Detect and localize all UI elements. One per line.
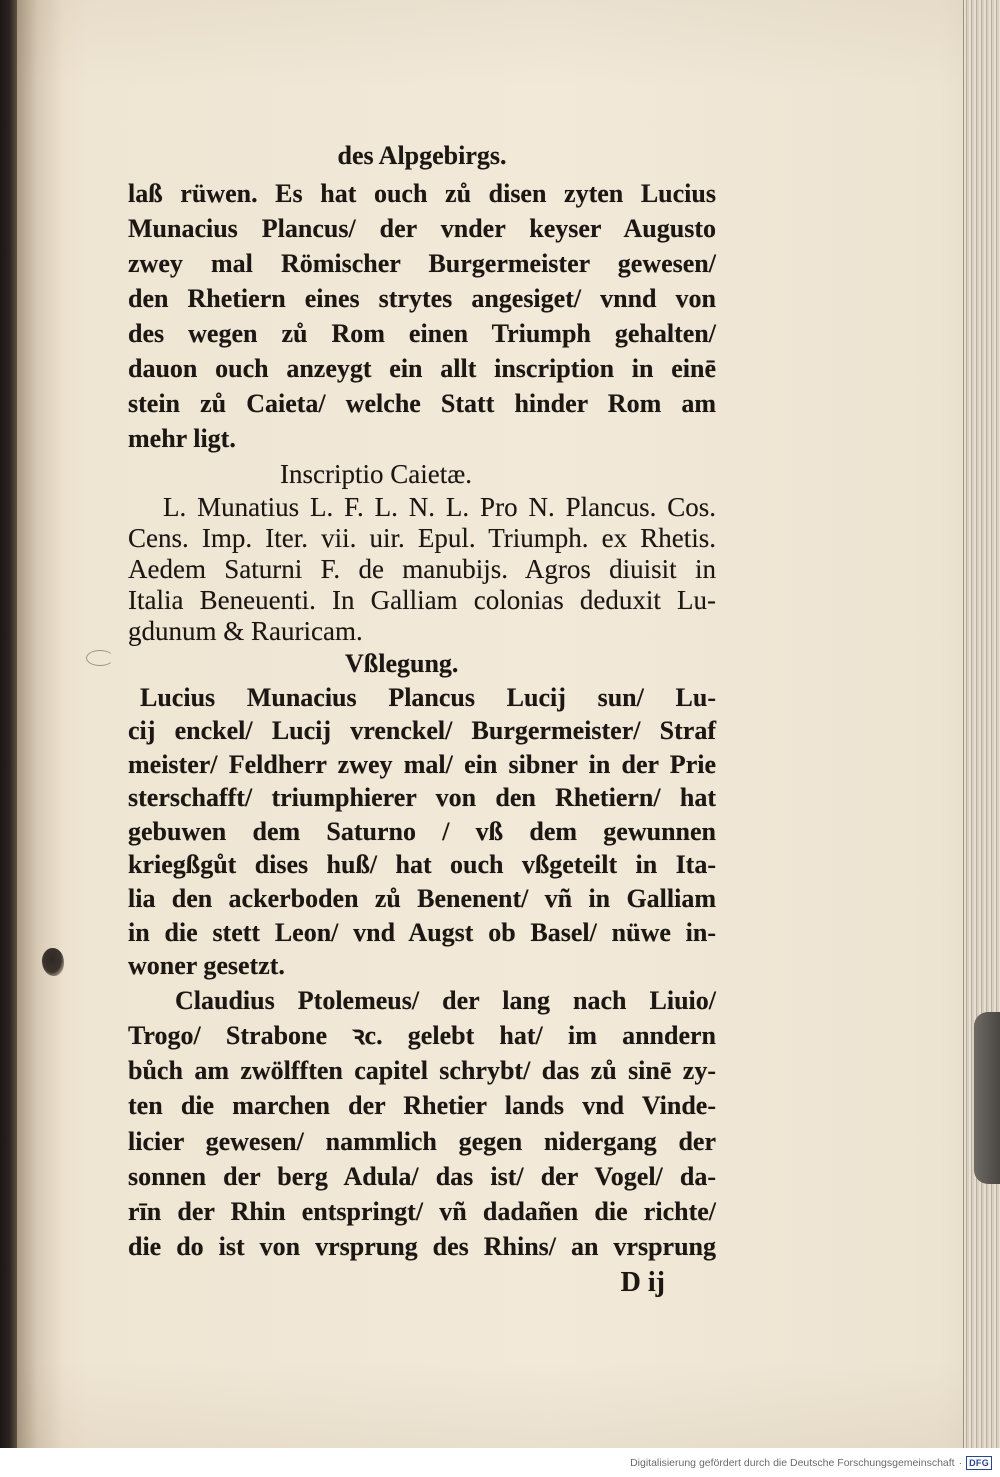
book-binding [0, 0, 17, 1448]
text-line: dauon ouch anzeygt ein allt inscription in einē [128, 353, 716, 383]
text-line: mehr ligt. [128, 423, 236, 453]
text-line: Lucius Munacius Plancus Lucij sun/ Lu- [140, 682, 716, 712]
text-line: Aedem Saturni F. de manubijs. Agros diuisit in [128, 553, 716, 584]
digitization-footer [0, 1448, 1000, 1477]
text-line: des wegen zů Rom einen Triumph gehalten/ [128, 318, 716, 348]
text-line: kriegßgůt dises huß/ hat ouch vßgeteilt in Ita- [128, 850, 716, 880]
page-edges [963, 0, 1000, 1448]
text-line: meister/ Feldherr zwey mal/ ein sibner in der Prie [128, 749, 716, 779]
text-line: sonnen der berg Adula/ das ist/ der Vogel/ da- [128, 1161, 716, 1191]
text-line: laß rüwen. Es hat ouch zů disen zyten Lucius [128, 178, 716, 208]
inscription-heading: Inscriptio Caietæ. [280, 458, 472, 489]
text-line: woner gesetzt. [128, 951, 285, 981]
page-clip [974, 1012, 1000, 1184]
text-line: stein zů Caieta/ welche Statt hinder Rom am [128, 388, 716, 418]
text-line: zwey mal Römischer Burgermeister gewesen/ [128, 248, 716, 278]
text-line: L. Munatius L. F. L. N. L. Pro N. Plancus. Cos. [163, 491, 716, 522]
text-block [128, 137, 716, 1302]
text-line: Claudius Ptolemeus/ der lang nach Liuio/ [175, 985, 716, 1015]
text-line: in die stett Leon/ vnd Augst ob Basel/ nüwe in- [128, 917, 716, 947]
gutter-shadow [17, 0, 63, 1448]
dfg-logo-icon: DFG [966, 1456, 992, 1470]
pencil-mark [86, 650, 114, 666]
translation-block [128, 681, 716, 983]
text-line: bůch am zwölfften capitel schrybt/ das zů sinē zy- [128, 1056, 716, 1086]
text-line: Trogo/ Strabone ꝛc. gelebt hat/ im anndern [128, 1021, 716, 1051]
text-line: cij enckel/ Lucij vrenckel/ Burgermeister/ Straf [128, 716, 716, 746]
text-line: gdunum & Rauricam. [128, 615, 363, 646]
ink-stain [42, 948, 64, 976]
text-line: sterschafft/ triumphierer von den Rhetiern/ hat [128, 783, 716, 813]
text-line: rīn der Rhin entspringt/ vñ dadañen die richte/ [128, 1196, 716, 1226]
inscription-block [128, 492, 716, 647]
footer-credit: Digitalisierung gefördert durch die Deutsche Forschungsgemeinschaft [630, 1456, 955, 1469]
paragraph-2 [128, 983, 716, 1265]
paragraph-1 [128, 176, 716, 456]
text-line: den Rhetiern eines strytes angesiget/ vnnd von [128, 283, 716, 313]
text-line: Italia Beneuenti. In Galliam colonias deduxit Lu- [128, 584, 716, 615]
text-line: lia den ackerboden zů Benenent/ vñ in Galliam [128, 884, 716, 914]
signature-mark: D ij [620, 1267, 665, 1299]
text-line: Cens. Imp. Iter. vii. uir. Epul. Triumph. ex Rhetis. [128, 522, 716, 553]
running-head: des Alpgebirgs. [337, 141, 507, 170]
footer-separator: · [958, 1456, 963, 1469]
translation-heading: Vßlegung. [345, 648, 459, 678]
text-line: ten die marchen der Rhetier lands vnd Vinde- [128, 1091, 716, 1121]
text-line: die do ist von vrsprung des Rhins/ an vrsprung [128, 1232, 716, 1262]
text-line: licier gewesen/ nammlich gegen nidergang der [128, 1126, 716, 1156]
text-line: gebuwen dem Saturno / vß dem gewunnen [128, 816, 716, 846]
text-line: Munacius Plancus/ der vnder keyser Augusto [128, 213, 716, 243]
